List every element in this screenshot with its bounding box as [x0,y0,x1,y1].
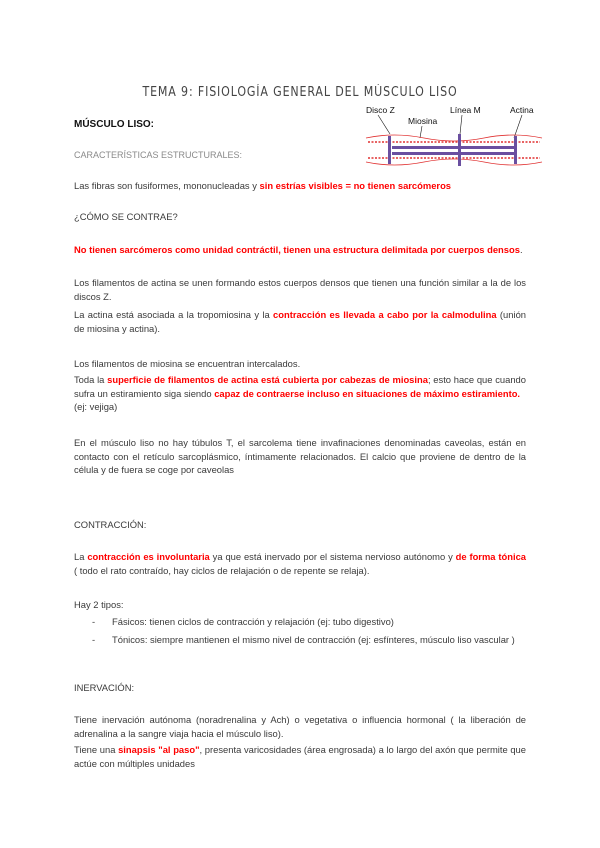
highlight-contraerse: capaz de contraerse incluso en situaciones de máximo estiramiento. [214,387,521,399]
myosin-filament-2 [392,152,516,155]
m-line [458,134,461,166]
question-como-se-contrae: ¿CÓMO SE CONTRAE? [74,211,178,222]
paragraph-inervacion-autonoma: Tiene inervación autónoma (noradrenalina y Ach) o vegetativa o influencia hormonal ( la liberación de adrenalina a la sangre viaja hacia el músculo liso). [74,714,526,739]
paragraph-fibras [74,179,451,193]
text-contraido: ( todo el rato contraído, hay ciclos de relajación o de repente se relaja). [74,564,370,576]
subheading-caracteristicas: CARACTERÍSTICAS ESTRUCTURALES: [74,150,243,160]
section-heading-contraccion: CONTRACCIÓN: [74,519,147,530]
text-la: La [74,551,88,562]
z-disc-left [388,136,391,164]
paragraph-tubulos-t: En el músculo liso no hay túbulos T, el sarcolema tiene invafinaciones denominadas caveolas, están en contacto con el retículo sarcoplásmico, íntimamente relacionados. El calcio que proviene de dentro de la célula y de fuera se coge por caveolas [74,437,526,475]
z-disc-right [514,136,517,164]
text-estiramiento: ; esto hace que cuando sufra un estiramiento siga siendo [74,374,526,399]
label-disco-z: Disco Z [366,105,395,115]
text-hay-2-tipos: Hay 2 tipos: [74,599,124,610]
label-linea-m: Línea M [450,105,481,115]
pointer-linea-m [460,115,462,134]
pointer-miosina [420,126,422,138]
label-miosina: Miosina [408,116,438,126]
label-actina: Actina [510,105,534,115]
text-union: (unión de miosina y actina). [74,309,526,334]
section-heading-musculo-liso: MÚSCULO LISO: [74,119,154,130]
text-sistema-nervioso: ya que está inervado por el sistema nervioso autónomo y [209,551,456,562]
paragraph-superficie [74,373,526,414]
list-item-tonicos: - Tónicos: siempre mantienen el mismo nivel de contracción (ej: esfínteres, músculo liso vascular ) [92,633,515,647]
text-fibras: Las fibras son fusiformes, mononucleadas y [74,180,260,191]
text-varicosidades: , presenta varicosidades (área engrosada) a lo largo del axón que permite que actúe con múltiples unidades [74,744,526,769]
highlight-tonica: de forma tónica [455,551,526,562]
page-title: TEMA 9: FISIOLOGÍA GENERAL DEL MÚSCULO LISO [142,84,458,100]
paragraph-miosina-intercalados: Los filamentos de miosina se encuentran intercalados. [74,358,301,369]
paragraph-sinapsis [74,743,526,770]
sarcomere-diagram [364,104,544,176]
highlight-calmodulina: contracción es llevada a cabo por la calmodulina [273,309,497,320]
highlight-superficie: superficie de filamentos de actina está cubierta por cabezas de miosina [107,374,428,385]
text-toda-la: Toda la [74,374,108,385]
pointer-disco-z [378,115,390,134]
paragraph-involuntaria [74,550,526,577]
section-heading-inervacion: INERVACIÓN: [74,682,135,693]
text-ej-vejiga: (ej: vejiga) [74,401,118,412]
paragraph-filamentos-actina: Los filamentos de actina se unen formando estos cuerpos densos que tienen una función similar a la de los discos Z. [74,277,526,302]
tipos-list [92,615,515,646]
highlight-no-sarcomeros: No tienen sarcómeros como unidad contráctil, tienen una estructura delimitada por cuerpos densos [74,244,520,255]
highlight-sinapsis: sinapsis "al paso" [118,744,200,755]
text-tiene-una: Tiene una [74,744,119,755]
highlight-involuntaria: contracción es involuntaria [87,551,210,562]
paragraph-no-sarcomeros [74,243,523,257]
paragraph-tropomiosina [74,308,526,335]
pointer-actina [514,115,522,138]
text-actina-asociada: La actina está asociada a la tropomiosina y la [74,309,274,320]
text-period: . [519,244,523,255]
highlight-sin-estrias: sin estrías visibles = no tienen sarcómeros [259,180,452,191]
list-item-fasicos: - Fásicos: tienen ciclos de contracción y relajación (ej: tubo digestivo) [92,615,515,629]
myosin-filament-1 [392,146,516,149]
